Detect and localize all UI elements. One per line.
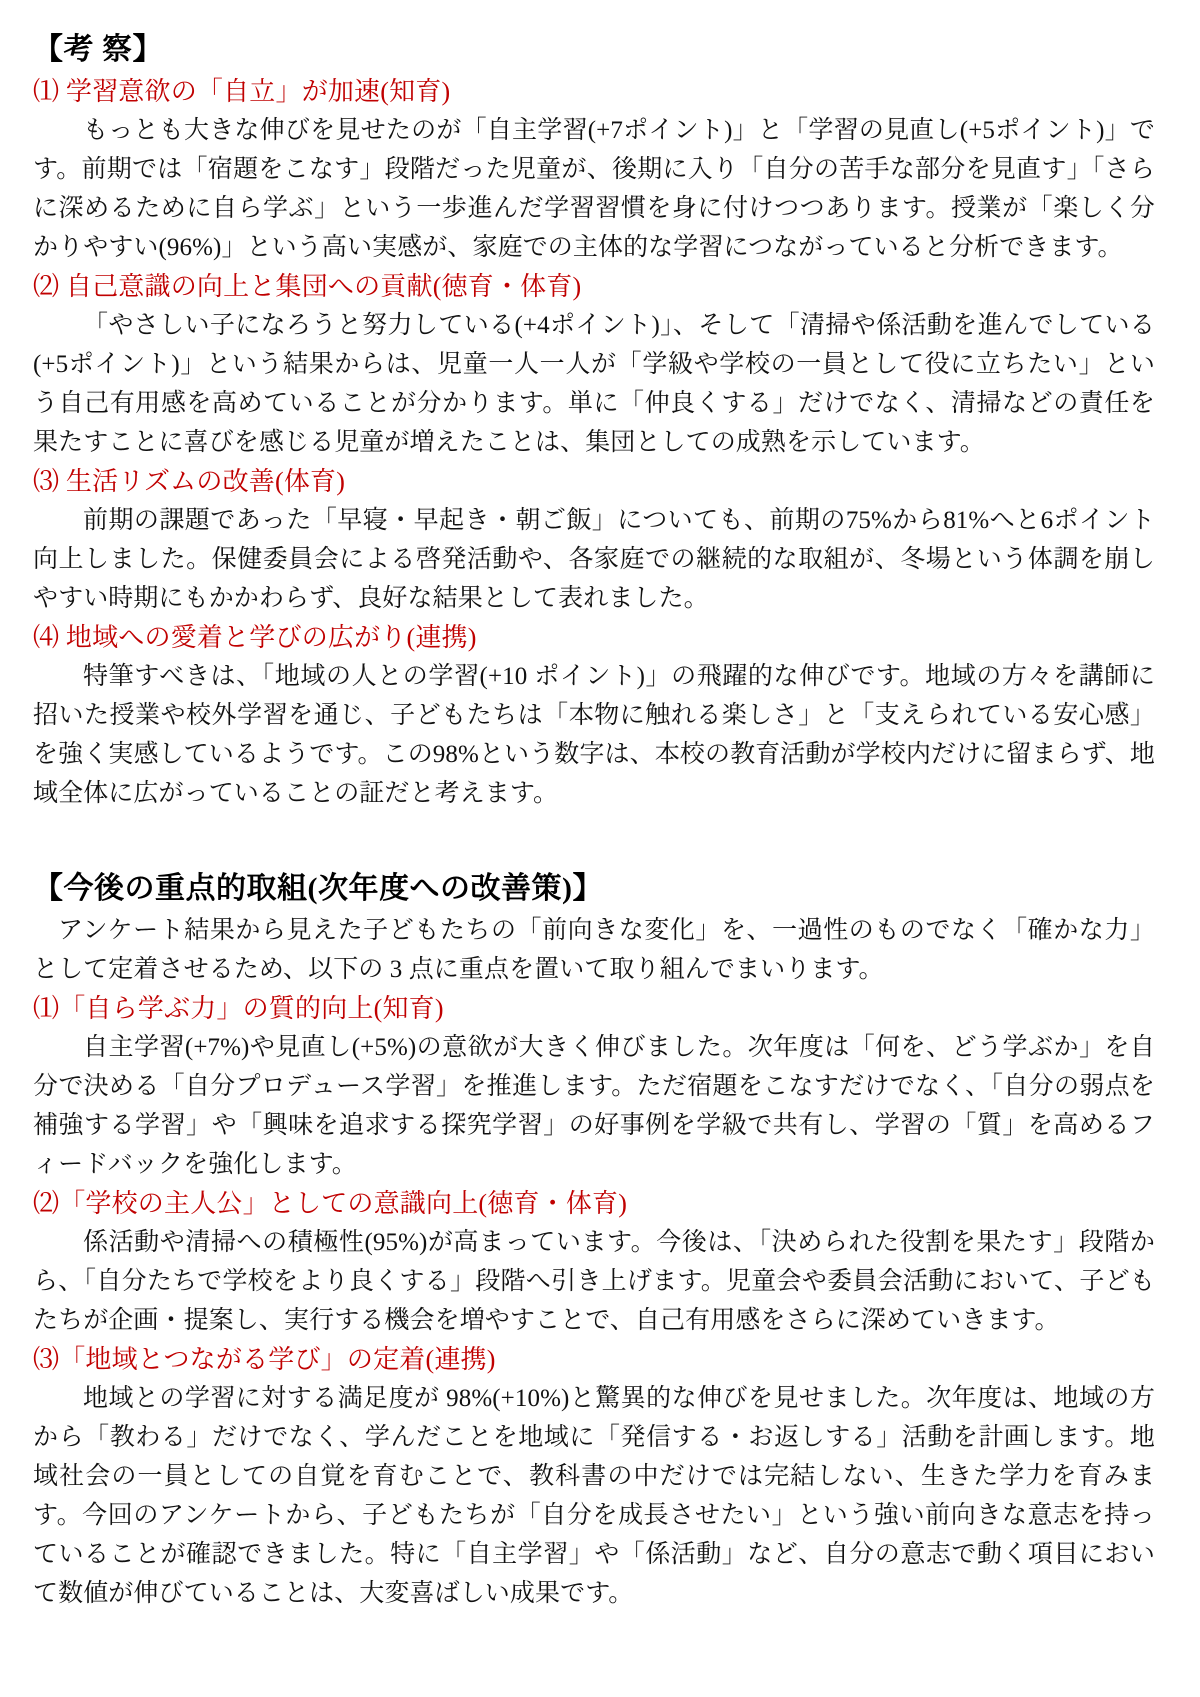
paragraph-kongo-1: 自主学習(+7%)や見直し(+5%)の意欲が大きく伸びました。次年度は「何を、どう学ぶか」を自分で決める「自分プロデュース学習」を推進します。ただ宿題をこなすだけでなく、「自分の弱点を補強する学習」や「興味を追求する探究学習」の好事例を学級で共有し、学習の「質」を高めるフィードバックを強化します。 xyxy=(33,1034,1155,1178)
subheading-kousatsu-3: ⑶ 生活リズムの改善(体育) xyxy=(33,467,346,496)
paragraph-kongo-intro: アンケート結果から見えた子どもたちの「前向きな変化」を、一過性のものでなく「確かな力」として定着させるため、以下の 3 点に重点を置いて取り組んでまいります。 xyxy=(33,917,1155,983)
paragraph-kousatsu-4: 特筆すべきは、「地域の人との学習(+10 ポイント)」の飛躍的な伸びです。地域の方々を講師に招いた授業や校外学習を通じ、子どもたちは「本物に触れる楽しさ」と「支えられている安心感」を強く実感しているようです。この98%という数字は、本校の教育活動が学校内だけに留まらず、地域全体に広がっていることの証だと考えます。 xyxy=(33,663,1155,807)
section-heading-kousatsu: 【考 察】 xyxy=(33,33,163,66)
section-heading-kongo: 【今後の重点的取組(次年度への改善策)】 xyxy=(33,872,603,905)
subheading-kongo-1: ⑴「自ら学ぶ力」の質的向上(知育) xyxy=(33,994,444,1023)
paragraph-kongo-3: 地域との学習に対する満足度が 98%(+10%)と驚異的な伸びを見せました。次年度は、地域の方から「教わる」だけでなく、学んだことを地域に「発信する・お返しする」活動を計画します。地域社会の一員としての自覚を育むことで、教科書の中だけでは完結しない、生きた学力を育みます。今回のアンケートから、子どもたちが「自分を成長させたい」という強い前向きな意志を持っていることが確認できました。特に「自主学習」や「係活動」など、自分の意志で動く項目において数値が伸びていることは、大変喜ばしい成果です。 xyxy=(33,1385,1155,1607)
subheading-kongo-3: ⑶「地域とつながる学び」の定着(連携) xyxy=(33,1345,496,1374)
section-kousatsu xyxy=(33,30,1155,813)
subheading-kousatsu-2: ⑵ 自己意識の向上と集団への貢献(徳育・体育) xyxy=(33,272,582,301)
document-body xyxy=(33,30,1155,1613)
paragraph-kousatsu-2: 「やさしい子になろうと努力している(+4ポイント)」、そして「清掃や係活動を進んでしている(+5ポイント)」という結果からは、児童一人一人が「学級や学校の一員として役に立ちたい」という自己有用感を高めていることが分かります。単に「仲良くする」だけでなく、清掃などの責任を果たすことに喜びを感じる児童が増えたことは、集団としての成熟を示しています。 xyxy=(33,312,1155,456)
section-spacer xyxy=(33,813,1155,869)
paragraph-kongo-2: 係活動や清掃への積極性(95%)が高まっています。今後は、「決められた役割を果たす」段階から、「自分たちで学校をより良くする」段階へ引き上げます。児童会や委員会活動において、子どもたちが企画・提案し、実行する機会を増やすことで、自己有用感をさらに深めていきます。 xyxy=(33,1229,1155,1334)
subheading-kongo-2: ⑵「学校の主人公」としての意識向上(徳育・体育) xyxy=(33,1189,628,1218)
paragraph-kousatsu-3: 前期の課題であった「早寝・早起き・朝ご飯」についても、前期の75%から81%へと6ポイント向上しました。保健委員会による啓発活動や、各家庭での継続的な取組が、冬場という体調を崩しやすい時期にもかかわらず、良好な結果として表れました。 xyxy=(33,507,1155,612)
subheading-kousatsu-1: ⑴ 学習意欲の「自立」が加速(知育) xyxy=(33,77,451,106)
section-kongo xyxy=(33,869,1155,1613)
subheading-kousatsu-4: ⑷ 地域への愛着と学びの広がり(連携) xyxy=(33,623,477,652)
paragraph-kousatsu-1: もっとも大きな伸びを見せたのが「自主学習(+7ポイント)」と「学習の見直し(+5ポイント)」です。前期では「宿題をこなす」段階だった児童が、後期に入り「自分の苦手な部分を見直す」「さらに深めるために自ら学ぶ」という一歩進んだ学習習慣を身に付けつつあります。授業が「楽しく分かりやすい(96%)」という高い実感が、家庭での主体的な学習につながっていると分析できます。 xyxy=(33,117,1155,261)
